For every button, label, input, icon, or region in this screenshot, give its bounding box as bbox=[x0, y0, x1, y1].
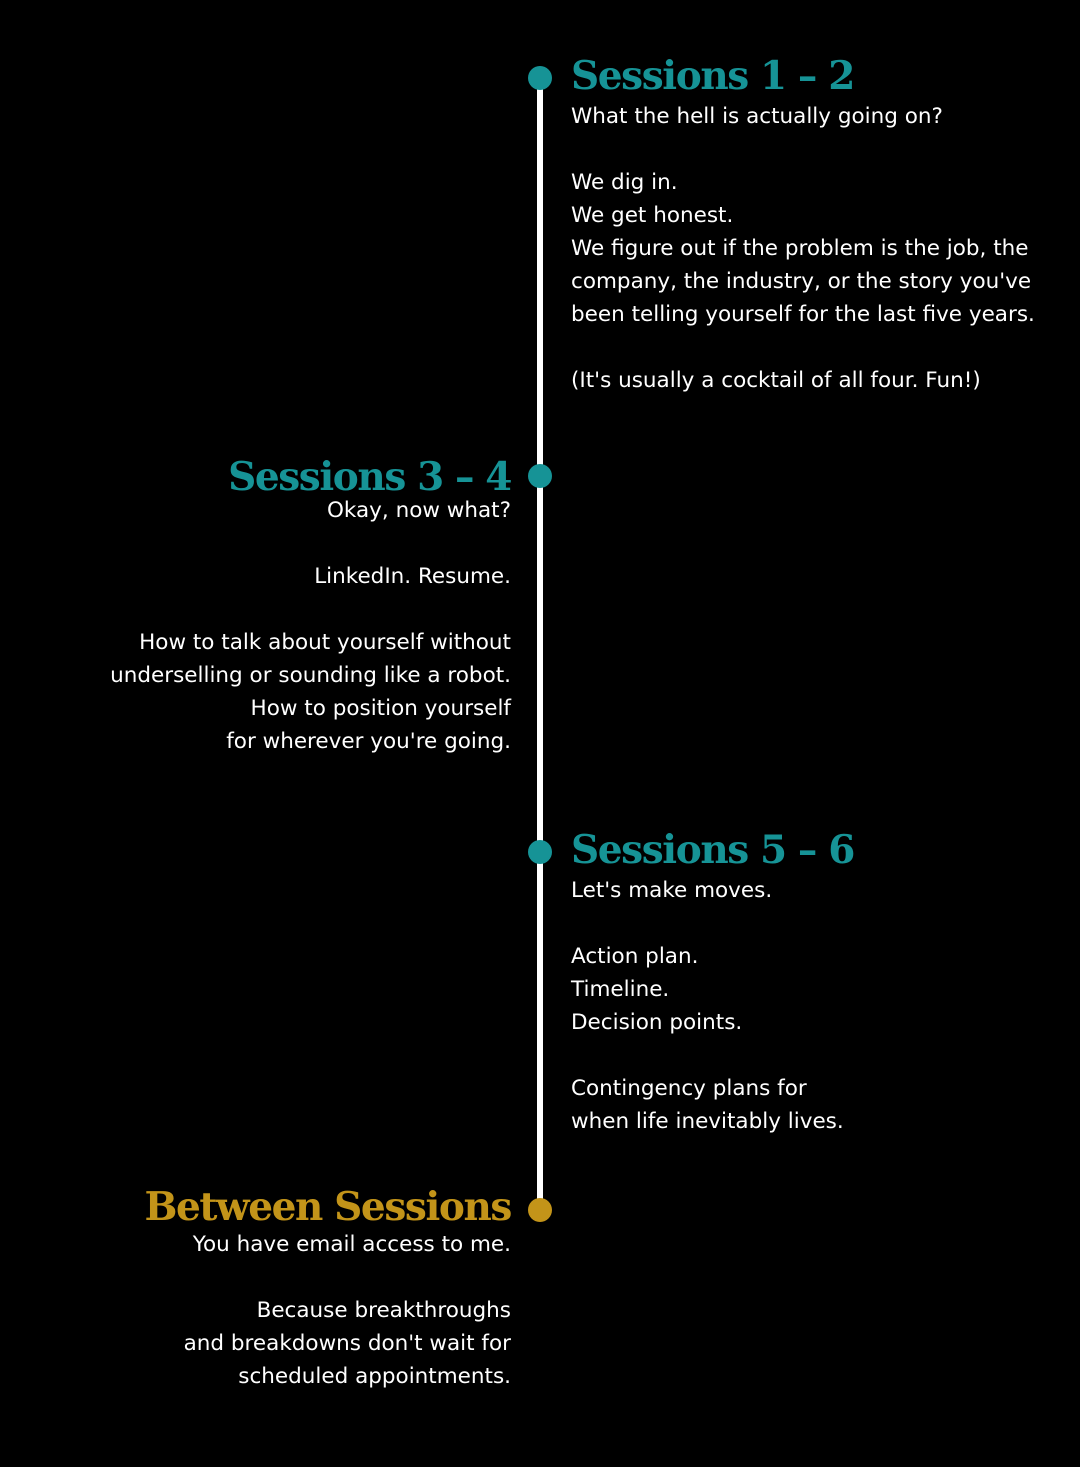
text-line: company, the industry, or the story you've bbox=[571, 269, 1032, 294]
text-line: How to talk about yourself without bbox=[139, 630, 511, 655]
session-title: Sessions 1 – 2 bbox=[571, 53, 854, 99]
session-block-3-4 bbox=[31, 453, 511, 758]
session-title: Between Sessions bbox=[144, 1184, 511, 1230]
text-line: Okay, now what? bbox=[327, 498, 511, 523]
paragraph bbox=[571, 364, 1071, 397]
paragraph bbox=[571, 1072, 1071, 1138]
timeline-dot-sessions-3-4 bbox=[528, 464, 552, 488]
text-line: Contingency plans for bbox=[571, 1076, 807, 1101]
paragraph bbox=[571, 874, 1071, 907]
session-block-1-2 bbox=[571, 52, 1071, 397]
text-line: You have email access to me. bbox=[192, 1232, 511, 1257]
text-line: What the hell is actually going on? bbox=[571, 104, 943, 129]
text-line: underselling or sounding like a robot. bbox=[110, 663, 511, 688]
paragraph bbox=[571, 166, 1071, 331]
text-line: and breakdowns don't wait for bbox=[183, 1331, 511, 1356]
text-line: (It's usually a cocktail of all four. Fun!) bbox=[571, 368, 981, 393]
session-block-between bbox=[31, 1183, 511, 1393]
text-line: for wherever you're going. bbox=[226, 729, 511, 754]
timeline-line bbox=[537, 78, 543, 1210]
text-line: Timeline. bbox=[571, 977, 670, 1002]
paragraph bbox=[571, 100, 1071, 133]
paragraph bbox=[31, 1294, 511, 1393]
session-block-5-6 bbox=[571, 826, 1071, 1138]
text-line: LinkedIn. Resume. bbox=[314, 564, 511, 589]
paragraph bbox=[571, 940, 1071, 1039]
session-description bbox=[31, 1228, 511, 1393]
text-line: We dig in. bbox=[571, 170, 678, 195]
timeline-dot-sessions-5-6 bbox=[528, 840, 552, 864]
timeline-dot-between-sessions bbox=[528, 1198, 552, 1222]
text-line: Decision points. bbox=[571, 1010, 743, 1035]
text-line: We figure out if the problem is the job, the bbox=[571, 236, 1029, 261]
text-line: Let's make moves. bbox=[571, 878, 773, 903]
text-line: How to position yourself bbox=[250, 696, 511, 721]
text-line: Action plan. bbox=[571, 944, 699, 969]
text-line: Because breakthroughs bbox=[256, 1298, 511, 1323]
session-title: Sessions 5 – 6 bbox=[571, 827, 854, 873]
paragraph bbox=[31, 560, 511, 593]
session-title: Sessions 3 – 4 bbox=[228, 454, 511, 500]
text-line: been telling yourself for the last five years. bbox=[571, 302, 1035, 327]
session-description bbox=[31, 494, 511, 758]
session-description bbox=[571, 100, 1071, 397]
text-line: when life inevitably lives. bbox=[571, 1109, 844, 1134]
session-description bbox=[571, 874, 1071, 1138]
text-line: scheduled appointments. bbox=[238, 1364, 511, 1389]
timeline-dot-sessions-1-2 bbox=[528, 66, 552, 90]
text-line: We get honest. bbox=[571, 203, 734, 228]
paragraph bbox=[31, 626, 511, 758]
paragraph bbox=[31, 1228, 511, 1261]
